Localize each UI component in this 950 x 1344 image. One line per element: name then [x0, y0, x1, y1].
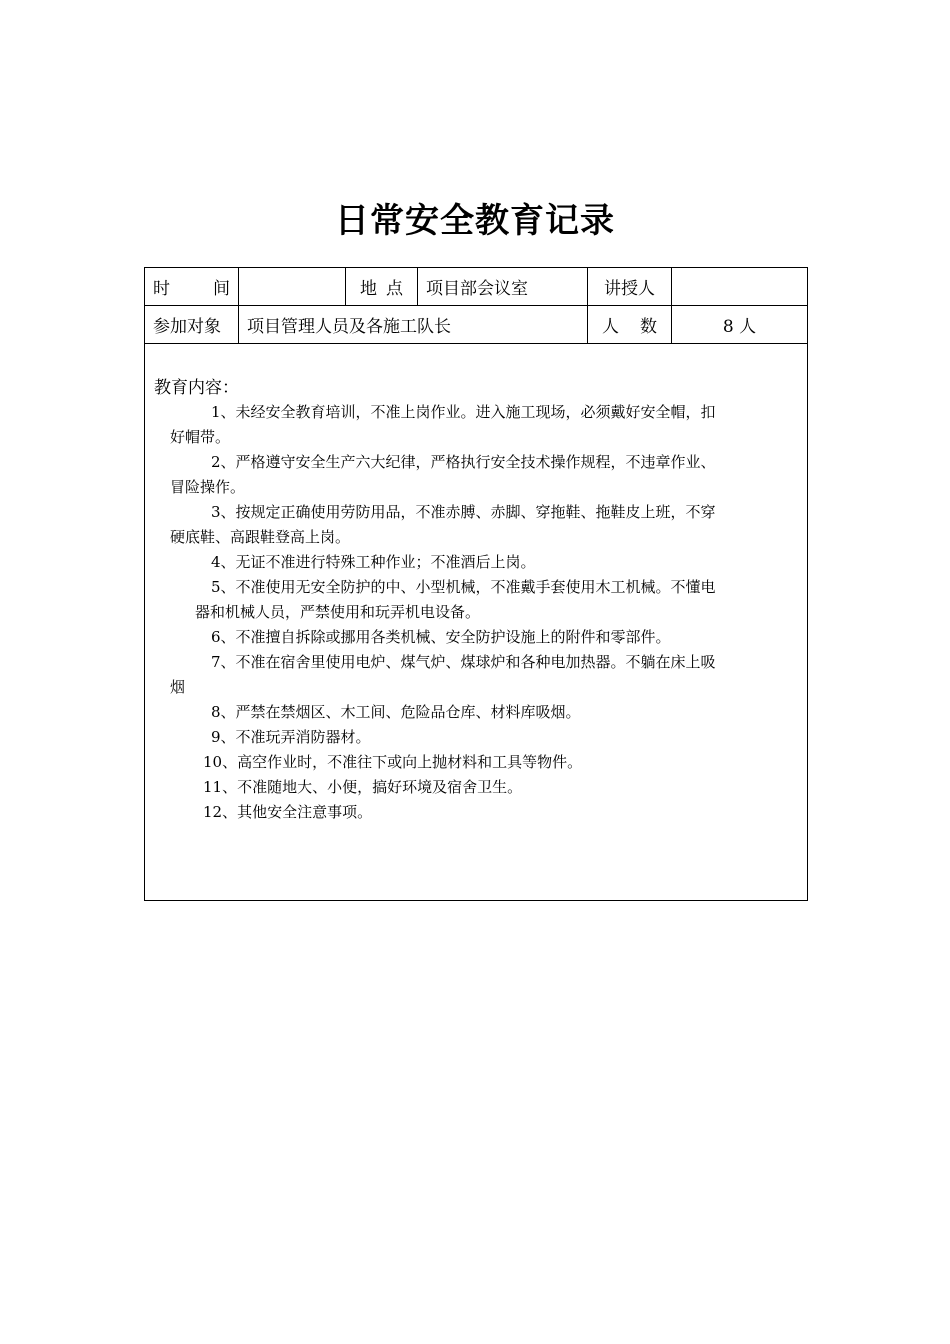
content-line: 12、其他安全注意事项。 [203, 803, 373, 821]
content-row [145, 344, 808, 901]
content-line: 好帽带。 [170, 428, 231, 446]
time-value-cell [239, 268, 346, 306]
content-line: 4、无证不准进行特殊工种作业；不准酒后上岗。 [211, 553, 536, 571]
participants-value-cell: 项目管理人员及各施工队长 [239, 306, 588, 344]
place-label-2: 点 [386, 279, 403, 299]
place-value-cell: 项目部会议室 [418, 268, 588, 306]
content-line: 11、不准随地大、小便，搞好环境及宿舍卫生。 [203, 778, 523, 796]
content-line: 冒险操作。 [170, 478, 246, 496]
content-line: 9、不准玩弄消防器材。 [211, 728, 371, 746]
content-box [145, 344, 807, 900]
content-cell [145, 344, 808, 901]
content-line: 器和机械人员，严禁使用和玩弄机电设备。 [195, 603, 481, 621]
lecturer-value-cell [672, 268, 808, 306]
content-heading: 教育内容： [154, 378, 239, 398]
content-line: 5、不准使用无安全防护的中、小型机械，不准戴手套使用木工机械。不懂电 [211, 578, 716, 596]
time-label-1: 时 [153, 279, 170, 299]
time-label-cell [145, 268, 239, 306]
content-line: 1、未经安全教育培训，不准上岗作业。进入施工现场，必须戴好安全帽，扣 [211, 403, 716, 421]
count-label-2: 数 [640, 317, 657, 337]
header-row-1 [145, 268, 808, 306]
header-row-2 [145, 306, 808, 344]
content-line: 6、不准擅自拆除或挪用各类机械、安全防护设施上的附件和零部件。 [211, 628, 671, 646]
count-value-cell: 8 人 [672, 306, 808, 344]
place-label-cell [346, 268, 418, 306]
lecturer-label-cell: 讲授人 [588, 268, 672, 306]
content-line: 2、严格遵守安全生产六大纪律，严格执行安全技术操作规程，不违章作业、 [211, 453, 716, 471]
count-label-1: 人 [602, 317, 619, 337]
content-line: 3、按规定正确使用劳防用品，不准赤膊、赤脚、穿拖鞋、拖鞋皮上班，不穿 [211, 503, 716, 521]
count-label-cell [588, 306, 672, 344]
content-line: 烟 [170, 678, 186, 696]
content-line: 7、不准在宿舍里使用电炉、煤气炉、煤球炉和各种电加热器。不躺在床上吸 [211, 653, 716, 671]
content-line: 8、严禁在禁烟区、木工间、危险品仓库、材料库吸烟。 [211, 703, 581, 721]
content-line: 硬底鞋、高跟鞋登高上岗。 [170, 528, 351, 546]
time-label-2: 间 [213, 279, 230, 299]
place-label-1: 地 [360, 279, 377, 299]
record-table [144, 267, 808, 901]
content-line: 10、高空作业时，不准往下或向上抛材料和工具等物件。 [203, 753, 583, 771]
participants-label-cell: 参加对象 [145, 306, 239, 344]
page-title: 日常安全教育记录 [335, 201, 615, 241]
